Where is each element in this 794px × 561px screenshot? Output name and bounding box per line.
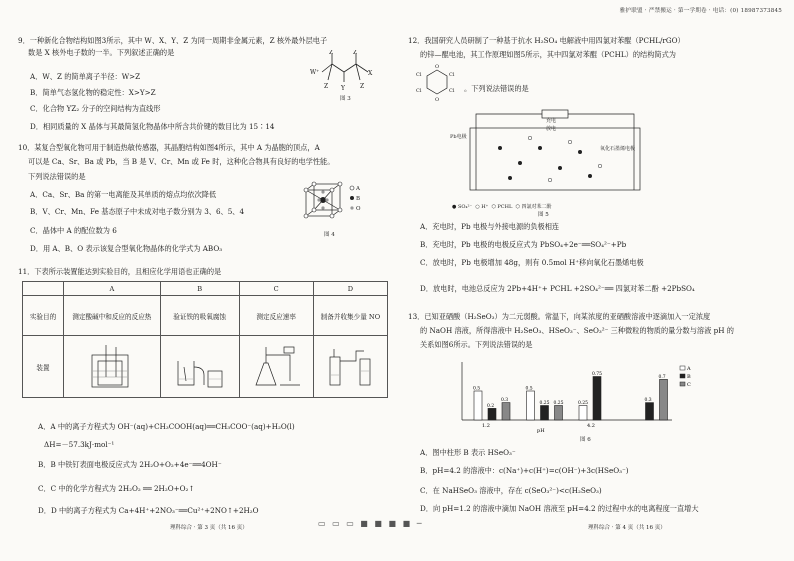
figure-3-caption: 图 3	[340, 96, 351, 102]
svg-text:Z: Z	[324, 83, 329, 90]
svg-text:Cl: Cl	[416, 88, 422, 94]
label-graphene-electrode: 氧化石墨烯电极	[600, 146, 636, 152]
figure-5-battery	[450, 108, 660, 200]
q12-option-d: D．放电时，电池总反应为 2Pb+4H⁺+ PCHL +2SO₄²⁻══ 四氯对苯二酚 +2PbSO₄	[420, 284, 695, 293]
data-label: 0.25	[578, 401, 589, 406]
bar-A-1	[527, 391, 535, 420]
q11-option-b: B．B 中铁钉表面电极反应式为 2H₂O+O₂+4e⁻══4OH⁻	[38, 460, 222, 469]
row-purpose-head: 实验目的	[23, 296, 64, 336]
purpose-a: 测定酸碱中和反应的反应热	[64, 296, 161, 336]
data-label: 0.5	[525, 386, 533, 392]
svg-text:X: X	[368, 70, 373, 77]
q13-option-b: B．pH=4.2 的溶液中：c(Na⁺)+c(H⁺)=c(OH⁻)+3c(HSeO₃⁻)	[420, 466, 629, 475]
apparatus-b	[160, 336, 239, 398]
q9-option-b: B．简单气态氢化物的稳定性：X>Y>Z	[30, 88, 156, 97]
q9-option-a: A．W、Z 的简单离子半径：W>Z	[30, 72, 141, 81]
data-label: 0.25	[539, 401, 550, 406]
label-charge: 充电	[546, 118, 557, 124]
table-col-d: D	[313, 282, 387, 296]
crystal-legend-a: A	[356, 186, 360, 192]
figure-5-legend: ● SO₄²⁻ ○ H⁺ ⬡ PCHL ⬡ 四氯对苯二酚	[452, 204, 552, 210]
figure-6-bar-chart	[452, 354, 702, 434]
rate-measure-apparatus-icon	[246, 341, 306, 391]
legend-label-C: C	[687, 382, 691, 388]
table-col-c: C	[239, 282, 313, 296]
x-axis-label: pH	[537, 428, 545, 434]
data-label: 0.25	[553, 401, 564, 406]
q10-option-b: B．V、Cr、Mn、Fe 基态原子中未成对电子数分别为 3、6、5、4	[30, 207, 245, 216]
legend-label-A: A	[687, 366, 691, 372]
legend-label-B: B	[687, 374, 691, 380]
legend-h: H⁺	[481, 204, 489, 210]
bar-A-0	[474, 391, 482, 420]
legend-pchl: PCHL	[497, 204, 513, 210]
data-label: 0.3	[501, 398, 509, 404]
bar-B-3	[646, 403, 654, 420]
apparatus-d	[313, 336, 387, 398]
q10-option-d: D．用 A、B、O 表示该复合型氧化物晶体的化学式为 ABO₃	[30, 244, 223, 253]
row-apparatus-head: 装置	[23, 336, 64, 398]
legend-so4: SO₄²⁻	[457, 204, 473, 210]
q9-stem1: 9．一种新化合物结构如图3所示，其中 W、X、Y、Z 为同一周期非金属元素，Z 核外最外层电子	[18, 36, 328, 45]
svg-text:Z: Z	[353, 50, 358, 56]
q11-stem: 11．下表所示装置能达到实验目的，且相应化学用语也正确的是	[18, 267, 222, 276]
bar-C-3	[660, 379, 668, 420]
bar-B-0	[488, 408, 496, 420]
header-contact: 雅护联盟 · 严禁搬运 · 第一学期卷 · 电话：(0) 18987373845	[619, 8, 782, 14]
svg-text:Cl: Cl	[449, 72, 455, 78]
q11-option-c: C．C 中的化学方程式为 2H₂O₂ ══ 2H₂O+O₂↑	[38, 484, 195, 493]
figure-5-caption: 图 5	[538, 212, 549, 218]
bar-C-1	[555, 406, 563, 421]
data-label: 0.75	[592, 372, 603, 377]
x-tick-label: 1.2	[482, 423, 490, 429]
figure-3-structure	[308, 50, 382, 96]
crystal-legend-b: B	[356, 196, 361, 202]
calorimeter-icon	[84, 341, 140, 391]
q9-option-d: D．相同质量的 X 晶体与其最简氢化物晶体中所含共价键的数目比为 15∶14	[30, 122, 275, 131]
q13-option-c: C．在 NaHSeO₃ 溶液中，存在 c(SeO₃²⁻)<c(H₂SeO₃)	[420, 486, 602, 495]
q11-option-d: D．D 中的离子方程式为 Ca+4H⁺+2NO₃⁻══Cu²⁺+2NO↑+2H₂O	[38, 506, 259, 515]
legend-swatch-B	[680, 374, 685, 378]
table-col-b: B	[160, 282, 239, 296]
iron-corrosion-apparatus-icon	[168, 341, 232, 391]
x-tick-label: 4.2	[587, 423, 595, 429]
footer-right-page: 理科综合 · 第 4 页（共 16 页）	[588, 525, 666, 531]
apparatus-a	[64, 336, 161, 398]
q10-option-c: C．晶体中 A 的配位数为 6	[30, 226, 117, 235]
q13-option-d: D．向 pH=1.2 的溶液中滴加 NaOH 溶液至 pH=4.2 的过程中水的电离程度一直增大	[420, 504, 699, 513]
q9-option-c: C．化合物 YZ₂ 分子的空间结构为直线形	[30, 104, 161, 113]
q11-experiment-table	[22, 281, 388, 398]
svg-text:Cl: Cl	[416, 72, 422, 78]
q10-option-a: A．Ca、Sr、Ba 的第一电离能及其单质的熔点均依次降低	[30, 190, 217, 199]
data-label: 0.5	[473, 386, 481, 392]
figure-6-caption: 图 6	[580, 437, 591, 443]
q11-option-a-dh: ΔH=－57.3kJ·mol⁻¹	[44, 440, 115, 449]
legend-hydroquinone: 四氯对苯二酚	[521, 204, 552, 210]
q13-stem3: 关系如图6所示。下列说法错误的是	[420, 340, 533, 349]
purpose-c: 测定反应速率	[239, 296, 313, 336]
purpose-d: 制备并收集少量 NO	[313, 296, 387, 336]
q12-option-a: A．充电时，Pb 电极与外接电源的负极相连	[420, 222, 560, 231]
figure-4-crystal-cell	[300, 180, 370, 226]
bar-A-2	[579, 406, 587, 421]
pchl-structure	[414, 62, 460, 102]
svg-text:O: O	[435, 64, 440, 70]
binding-marks: ▭ ▭ ▭ ■ ■ ■ ■ ─	[318, 519, 424, 528]
q12-stem1: 12．我国研究人员研制了一种基于抗水 H₂SO₄ 电解液中用四氯对苯醌（PCHL/rGO）	[408, 36, 685, 45]
label-pb-electrode: Pb电极	[450, 134, 467, 140]
apparatus-c	[239, 336, 313, 398]
data-label: 0.7	[658, 374, 666, 380]
q10-stem3: 下列说法错误的是	[28, 172, 86, 181]
svg-text:Z: Z	[360, 83, 365, 90]
table-col-a: A	[64, 282, 161, 296]
figure-4-caption: 图 4	[324, 232, 335, 238]
q12-stem3: 。下列说法错误的是	[464, 84, 529, 93]
q13-stem2: 的 NaOH 溶液，所得溶液中 H₂SeO₃、HSeO₃⁻、SeO₃²⁻ 三种微粒的物质的量分数与溶液 pH 的	[420, 326, 734, 335]
q10-stem1: 10．某复合型氧化物可用于制造热敏传感器，其晶胞结构如图4所示，其中 A 为晶胞的顶点，A	[18, 143, 320, 152]
q12-option-c: C．放电时，Pb 电极增加 48g，则有 0.5mol H⁺移向氧化石墨烯电极	[420, 258, 644, 267]
svg-text:Y: Y	[341, 85, 345, 92]
crystal-legend-o: O	[356, 206, 361, 212]
legend-swatch-A	[680, 366, 685, 370]
q11-option-a: A．A 中的离子方程式为 OH⁻(aq)+CH₃COOH(aq)══CH₃COO⁻(aq)+H₂O(l)	[38, 422, 295, 431]
legend-swatch-C	[680, 382, 685, 386]
footer-left-page: 理科综合 · 第 3 页（共 16 页）	[170, 525, 248, 531]
data-label: 0.3	[644, 398, 652, 404]
svg-text:O: O	[435, 97, 440, 102]
svg-text:Cl: Cl	[449, 88, 455, 94]
data-label: 0.2	[487, 403, 495, 409]
q9-stem2: 数是 X 核外电子数的一半。下列叙述正确的是	[28, 48, 175, 57]
svg-text:W⁺: W⁺	[310, 69, 320, 76]
label-discharge: 放电	[546, 126, 557, 132]
q12-stem2: 的锌—醌电池，其工作原理如图5所示，其中四氯对苯醌（PCHL）的结构简式为	[420, 50, 676, 59]
q13-stem1: 13．已知亚硒酸（H₂SeO₃）为二元弱酸。常温下，向某浓度的亚硒酸溶液中逐滴加入一定浓度	[408, 312, 711, 321]
purpose-b: 验证铁的吸氧腐蚀	[160, 296, 239, 336]
table-corner	[23, 282, 64, 296]
bar-B-2	[593, 377, 601, 421]
svg-text:Z: Z	[329, 50, 334, 56]
bar-B-1	[541, 406, 549, 421]
q12-option-b: B．充电时，Pb 电极的电极反应式为 PbSO₄+2e⁻══SO₄²⁻+Pb	[420, 240, 627, 249]
q13-option-a: A．图中柱形 B 表示 HSeO₃⁻	[420, 448, 516, 457]
bar-C-0	[502, 403, 510, 420]
q10-stem2: 可以是 Ca、Sr、Ba 或 Pb，当 B 是 V、Cr、Mn 或 Fe 时，这种化合物具有良好的电学性能。	[28, 157, 335, 166]
no-collection-apparatus-icon	[320, 341, 380, 391]
